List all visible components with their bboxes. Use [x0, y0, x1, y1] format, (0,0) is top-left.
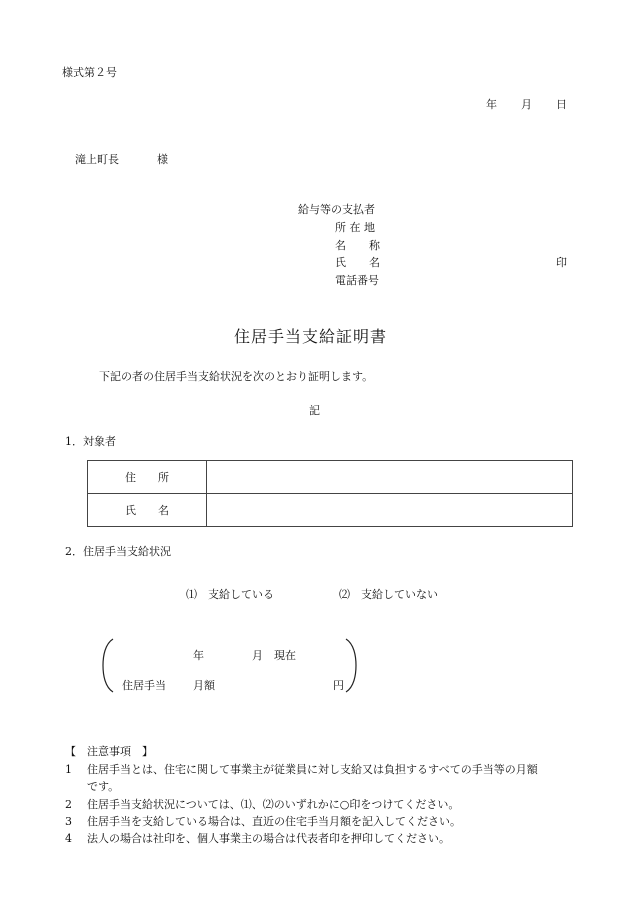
address-label: 住 所	[88, 461, 207, 494]
payer-location-label: 所 在 地	[335, 221, 375, 234]
as-of-month-label: 月 現在	[252, 649, 296, 662]
notes-heading: 【 注意事項 】	[65, 745, 153, 758]
yen-unit: 円	[333, 679, 344, 692]
as-of-year-label: 年	[193, 649, 204, 662]
left-bracket	[101, 638, 115, 693]
name-field[interactable]	[207, 494, 573, 527]
addressee-honorific: 様	[157, 153, 168, 166]
date-month-label: 月	[521, 98, 532, 111]
intro-text: 下記の者の住居手当支給状況を次のとおり証明します。	[99, 370, 374, 383]
option-not-paying[interactable]: ⑵ 支給していない	[339, 588, 438, 601]
payer-phone-label: 電話番号	[335, 274, 379, 287]
payer-person-label-a: 氏	[335, 256, 346, 269]
list-item: です。	[87, 780, 120, 793]
section2-heading: 2．住居手当支給状況	[65, 545, 171, 558]
target-person-table	[87, 460, 573, 527]
name-label: 氏 名	[88, 494, 207, 527]
monthly-amount-label: 月額	[193, 679, 215, 692]
option-paying[interactable]: ⑴ 支給している	[186, 588, 274, 601]
date-day-label: 日	[556, 98, 567, 111]
addressee-name: 滝上町長	[75, 153, 119, 166]
list-item: 2 住居手当支給状況については、⑴、⑵のいずれかに○印をつけてください。	[65, 798, 460, 811]
list-item: 4 法人の場合は社印を、個人事業主の場合は代表者印を押印してください。	[65, 832, 450, 845]
seal-mark: 印	[556, 256, 567, 269]
table-row	[88, 461, 573, 494]
payer-heading: 給与等の支払者	[298, 203, 375, 216]
form-number: 様式第２号	[62, 66, 117, 79]
list-item: 1 住居手当とは、住宅に関して事業主が従業員に対し支給又は負担するすべての手当等の月額	[65, 763, 538, 776]
list-item: 3 住居手当を支給している場合は、直近の住宅手当月額を記入してください。	[65, 815, 461, 828]
ki-mark: 記	[309, 404, 320, 417]
payer-name-label-a: 名	[335, 239, 346, 252]
table-row	[88, 494, 573, 527]
right-bracket	[344, 638, 358, 693]
section1-heading: 1．対象者	[65, 435, 116, 448]
allowance-label: 住居手当	[122, 679, 166, 692]
payer-name-label-b: 称	[369, 239, 380, 252]
document-title: 住居手当支給証明書	[234, 327, 388, 346]
date-year-label: 年	[486, 98, 497, 111]
payer-person-label-b: 名	[369, 256, 380, 269]
address-field[interactable]	[207, 461, 573, 494]
